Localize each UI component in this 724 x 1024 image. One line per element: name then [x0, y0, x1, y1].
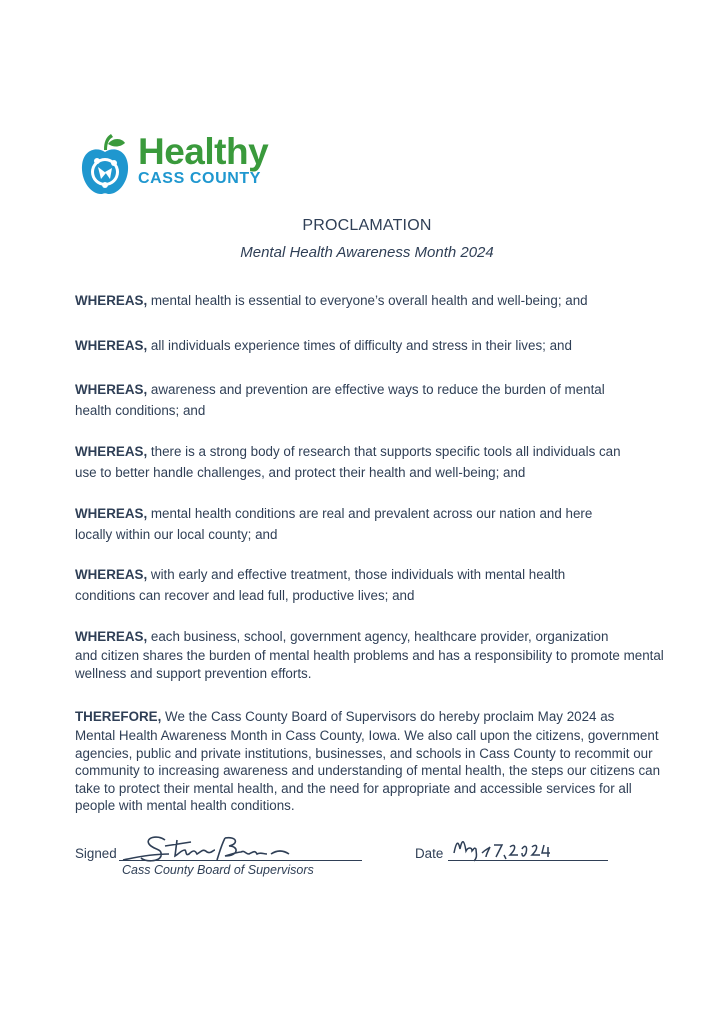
paragraph-keyword: WHEREAS, [75, 629, 148, 644]
whereas-paragraph [75, 564, 670, 606]
whereas-paragraph [75, 441, 670, 483]
paragraph-continuation: Mental Health Awareness Month in Cass County, Iowa. We also call upon the citizens, government agencies, public and private institutions, businesses, and schools in Cass County to recommit our community to increasing awareness and understanding of mental health, the steps our citizens can take to protect their mental health, and the need for appropriate and accessible services for all people with mental health conditions. [75, 728, 661, 813]
document-subtitle: Mental Health Awareness Month 2024 [240, 244, 494, 261]
paragraph-first-line: mental health is essential to everyone’s overall health and well-being; and [150, 293, 588, 308]
logo-wordmark: Healthy [138, 131, 269, 172]
handwritten-date [452, 835, 552, 863]
signer-title: Cass County Board of Supervisors [122, 863, 314, 877]
signed-label: Signed [75, 846, 117, 861]
paragraph-keyword: WHEREAS, [75, 382, 148, 397]
paragraph-keyword: THEREFORE, [75, 709, 162, 724]
paragraph-keyword: WHEREAS, [75, 444, 148, 459]
whereas-paragraph [75, 290, 670, 311]
healthy-cass-county-logo [80, 131, 295, 198]
paragraph-first-line: mental health conditions are real and prevalent across our nation and here [150, 506, 593, 521]
paragraph-first-line: all individuals experience times of difficulty and stress in their lives; and [150, 338, 572, 353]
paragraph-keyword: WHEREAS, [75, 338, 148, 353]
whereas-paragraph [75, 626, 670, 682]
paragraph-first-line: We the Cass County Board of Supervisors do hereby proclaim May 2024 as [165, 709, 615, 724]
whereas-paragraph [75, 379, 670, 421]
signature-block [75, 846, 675, 886]
date-label: Date [415, 846, 444, 861]
paragraph-continuation: conditions can recover and lead full, productive lives; and [75, 588, 415, 603]
paragraph-first-line: each business, school, government agency, healthcare provider, organization [150, 629, 609, 644]
apple-people-icon [80, 134, 130, 196]
document-title: PROCLAMATION [302, 217, 432, 234]
paragraph-keyword: WHEREAS, [75, 293, 148, 308]
paragraph-continuation: and citizen shares the burden of mental health problems and has a responsibility to promote mental wellness and support prevention efforts. [75, 648, 664, 681]
handwritten-signature [121, 832, 291, 866]
paragraph-continuation: use to better handle challenges, and protect their health and well-being; and [75, 465, 526, 480]
whereas-paragraph [75, 503, 670, 545]
paragraph-first-line: there is a strong body of research that supports specific tools all individuals can [150, 444, 621, 459]
whereas-paragraph [75, 335, 670, 356]
therefore-paragraph [75, 706, 670, 815]
paragraph-keyword: WHEREAS, [75, 567, 148, 582]
paragraph-continuation: health conditions; and [75, 403, 206, 418]
paragraph-continuation: locally within our local county; and [75, 527, 278, 542]
paragraph-keyword: WHEREAS, [75, 506, 148, 521]
paragraph-first-line: awareness and prevention are effective ways to reduce the burden of mental [150, 382, 605, 397]
logo-county: CASS COUNTY [138, 170, 262, 187]
paragraph-first-line: with early and effective treatment, those individuals with mental health [150, 567, 566, 582]
